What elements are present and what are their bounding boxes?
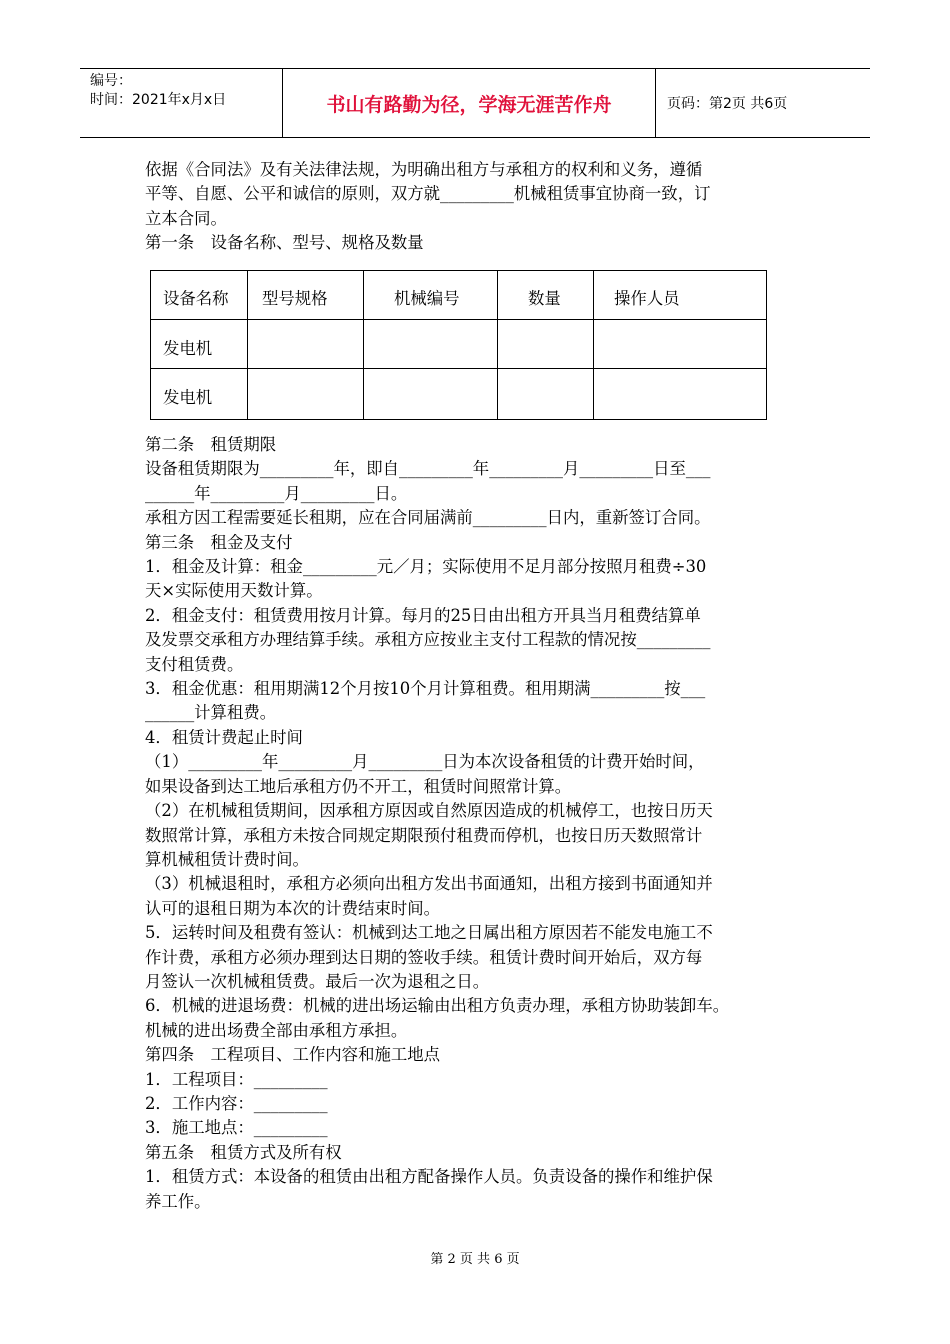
paragraph-line: 算机械租赁计费时间。 xyxy=(145,849,309,869)
paragraph-line: ______年_________月_________日。 xyxy=(145,483,408,503)
paragraph-line: （3）机械退租时，承租方必须向出租方发出书面通知，出租方接到书面通知并 xyxy=(145,874,713,894)
paragraph-line: 认可的退租日期为本次的计费结束时间。 xyxy=(145,898,441,918)
paragraph-line: 天×实际使用天数计算。 xyxy=(145,581,323,601)
paragraph-line: 依据《合同法》及有关法律法规，为明确出租方与承租方的权利和义务，遵循 xyxy=(145,160,703,179)
header-motto: 书山有路勤为径，学海无涯苦作舟 xyxy=(283,69,656,137)
paragraph-line: 2．租金支付：租赁费用按月计算。每月的25日由出租方开具当月租费结算单 xyxy=(145,605,701,625)
paragraph-line: 月签认一次机械租赁费。最后一次为退租之日。 xyxy=(145,971,490,991)
table-vline xyxy=(593,270,594,419)
paragraph-line: 2．工作内容：_________ xyxy=(145,1093,328,1113)
table-cell-equipment: 发电机 xyxy=(163,388,213,407)
contract-intro xyxy=(145,158,835,256)
paragraph-line: 如果设备到达工地后承租方仍不开工，租赁时间照常计算。 xyxy=(145,776,572,796)
paragraph-line: 立本合同。 xyxy=(145,208,227,228)
table-vline xyxy=(247,270,248,419)
paragraph-line: 1．租赁方式：本设备的租赁由出租方配备操作人员。负责设备的操作和维护保 xyxy=(145,1167,713,1187)
paragraph-line: 1．租金及计算：租金_________元／月；实际使用不足月部分按照月租费÷30 xyxy=(145,557,707,577)
section-heading: 第四条 工程项目、工作内容和施工地点 xyxy=(145,1045,441,1065)
paragraph-line: 及发票交承租方办理结算手续。承租方应按业主支付工程款的情况按_________ xyxy=(145,630,711,650)
header-meta-cell xyxy=(80,69,283,137)
paragraph-line: ______计算租费。 xyxy=(145,703,277,723)
section-heading: 第二条 租赁期限 xyxy=(145,435,277,454)
table-border-top xyxy=(150,270,767,271)
table-vline xyxy=(363,270,364,419)
paragraph-line: 承租方因工程需要延长租期，应在合同届满前_________日内，重新签订合同。 xyxy=(145,508,711,528)
paragraph-line: 1．工程项目：_________ xyxy=(145,1069,328,1089)
document-number-label: 编号： xyxy=(90,73,132,89)
paragraph-line: 3．租金优惠：租用期满12个月按10个月计算租费。租用期满_________按___ xyxy=(145,679,706,699)
table-header-cell: 型号规格 xyxy=(262,289,328,308)
paragraph-line: 6．机械的进退场费：机械的进出场运输由出租方负责办理，承租方协助装卸车。 xyxy=(145,996,730,1016)
table-header-cell: 操作人员 xyxy=(614,289,680,308)
section-heading: 第五条 租赁方式及所有权 xyxy=(145,1142,342,1162)
section-heading: 第三条 租金及支付 xyxy=(145,532,293,552)
contract-body xyxy=(145,433,835,1214)
table-vline xyxy=(497,270,498,419)
page-footer: 第 2 页 共 6 页 xyxy=(430,1252,520,1267)
table-border-row xyxy=(150,319,767,320)
paragraph-line: 平等、自愿、公平和诚信的原则，双方就_________机械租赁事宜协商一致，订 xyxy=(145,184,711,204)
document-time-label: 时间：2021年x月x日 xyxy=(90,92,227,108)
paragraph-line: （2）在机械租赁期间，因承租方原因或自然原因造成的机械停工，也按日历天 xyxy=(145,801,713,821)
table-vline xyxy=(766,270,767,419)
paragraph-line: 数照常计算，承租方未按合同规定期限预付租费而停机，也按日历天数照常计 xyxy=(145,825,703,845)
table-border-bottom xyxy=(150,419,767,420)
table-header-cell: 数量 xyxy=(528,289,561,308)
paragraph-line: 4．租赁计费起止时间 xyxy=(145,727,303,747)
section-heading: 第一条 设备名称、型号、规格及数量 xyxy=(145,233,424,253)
table-header-cell: 设备名称 xyxy=(163,289,229,308)
paragraph-line: 养工作。 xyxy=(145,1191,211,1211)
paragraph-line: 5．运转时间及租费有签认：机械到达工地之日属出租方原因若不能发电施工不 xyxy=(145,923,713,943)
table-vline xyxy=(150,270,151,419)
table-border-row xyxy=(150,368,767,369)
paragraph-line: 3．施工地点：_________ xyxy=(145,1118,328,1138)
page-header xyxy=(80,68,870,138)
table-header-cell: 机械编号 xyxy=(394,289,460,308)
table-cell-equipment: 发电机 xyxy=(163,339,213,358)
paragraph-line: （1）_________年_________月_________日为本次设备租赁的计费开始时间， xyxy=(145,752,705,772)
paragraph-line: 支付租赁费。 xyxy=(145,654,244,674)
paragraph-line: 机械的进出场费全部由承租方承担。 xyxy=(145,1020,408,1040)
paragraph-line: 作计费，承租方必须办理到达日期的签收手续。租赁计费时间开始后，双方每 xyxy=(145,947,703,967)
header-page-info: 页码：第2页 共6页 xyxy=(667,96,788,112)
paragraph-line: 设备租赁期限为_________年，即自_________年_________月_________日至___ xyxy=(145,459,711,479)
